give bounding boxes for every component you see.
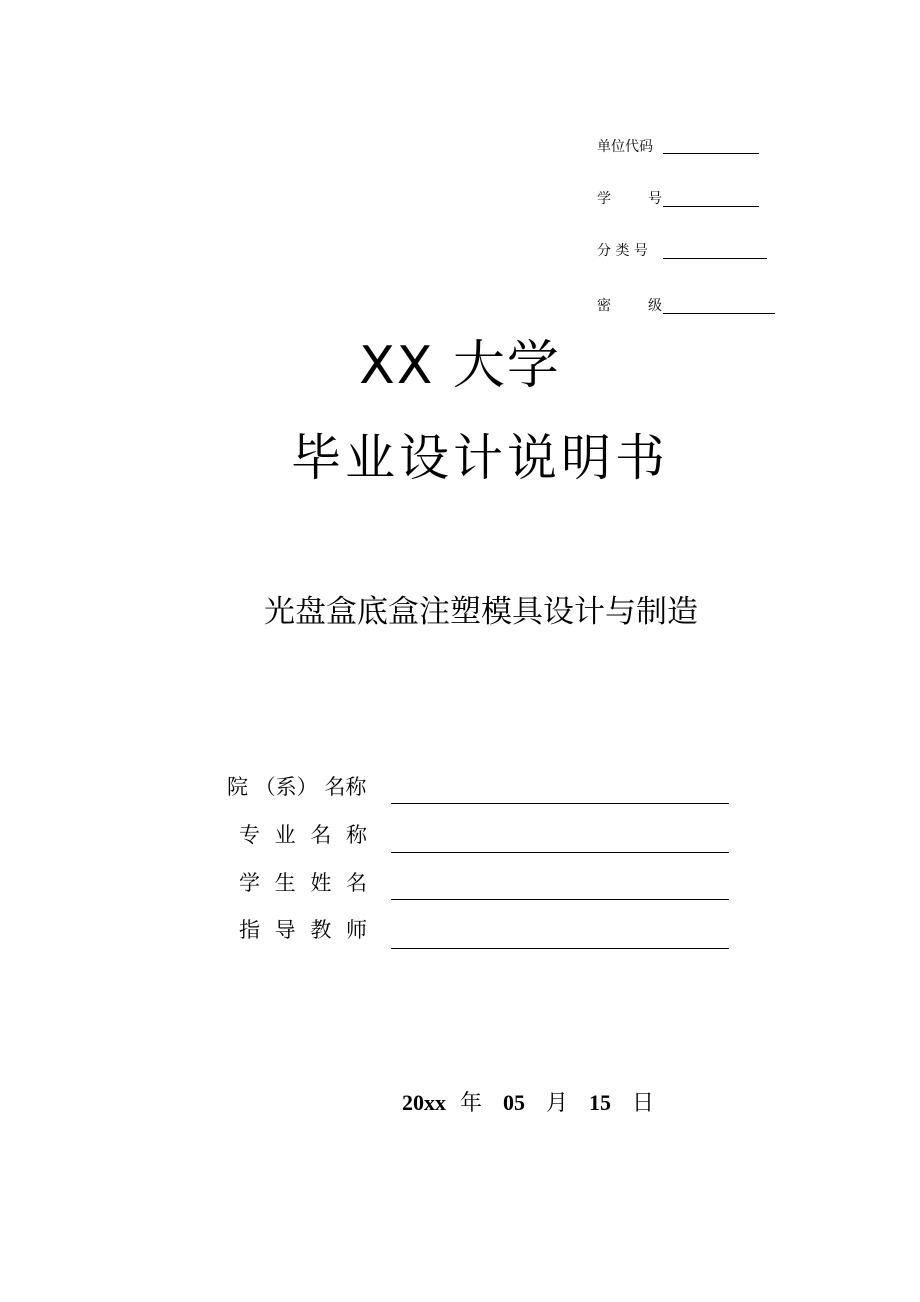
major-label: 专 业 名 称 [239, 823, 372, 847]
security-level-line [663, 313, 775, 314]
date-day: 15 [588, 1090, 611, 1115]
student-id-line [663, 206, 759, 207]
unit-code-line [663, 153, 759, 154]
classification-label: 分 类 号 [597, 243, 648, 259]
date-month: 05 [503, 1090, 525, 1115]
student-id-label: 学 号 [597, 191, 665, 207]
university-name: XX 大学 [359, 336, 561, 396]
unit-code-label: 单位代码 [597, 139, 653, 155]
thesis-title: 光盘盒底盒注塑模具设计与制造 [264, 594, 698, 630]
date-month-unit: 月 [545, 1091, 568, 1116]
classification-line [663, 258, 767, 259]
department-line [391, 803, 729, 804]
student-name-label: 学 生 姓 名 [239, 871, 372, 895]
department-label: 院 （系） 名称 [227, 775, 367, 799]
submission-date [388, 1058, 654, 1119]
security-level-label: 密 级 [597, 298, 665, 314]
date-day-unit: 日 [631, 1091, 654, 1116]
date-year-unit: 年 [460, 1091, 483, 1116]
date-year: 20xx [402, 1090, 446, 1115]
advisor-label: 指 导 教 师 [239, 918, 372, 942]
advisor-line [391, 948, 729, 949]
student-name-line [391, 899, 729, 900]
document-title: 毕业设计说明书 [291, 429, 669, 487]
major-line [391, 852, 729, 853]
